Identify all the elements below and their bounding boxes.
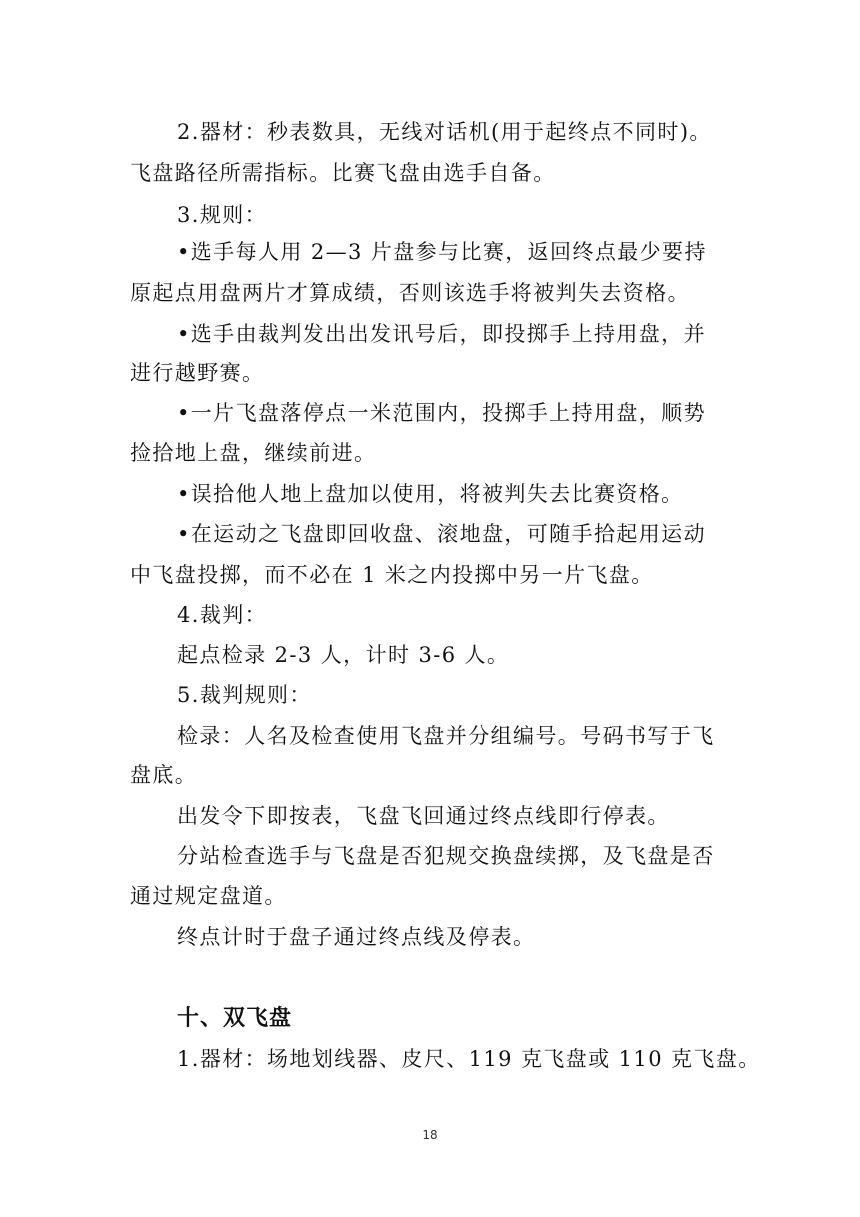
rule-4-line-1: •误拾他人地上盘加以使用，将被判失去比赛资格。 [177,482,684,506]
rule-3-line-1: •一片飞盘落停点一米范围内，投掷手上持用盘，顺势 [177,401,706,425]
rule-2-line-2: 进行越野赛。 [130,361,265,385]
referee-rules-subheading: 5.裁判规则： [177,683,312,707]
rule-1-line-1: •选手每人用 2—3 片盘参与比赛，返回终点最少要持 [177,240,707,264]
checkin-line-2: 盘底。 [130,763,198,787]
rule-2-line-1: •选手由裁判发出出发讯号后，即投掷手上持用盘，并 [177,322,706,346]
rules-subheading: 3.规则： [177,203,268,227]
station-check-line-1: 分站检查选手与飞盘是否犯规交换盘续掷，及飞盘是否 [177,844,715,868]
station-check-line-2: 通过规定盘道。 [130,884,287,908]
finish-timing-line: 终点计时于盘子通过终点线及停表。 [177,925,536,949]
paragraph-equipment-line-1: 2.器材：秒表数具，无线对话机(用于起终点不同时)。 [177,120,712,144]
page-number: 18 [422,1128,438,1142]
paragraph-equipment-line-2: 飞盘路径所需指标。比赛飞盘由选手自备。 [130,161,556,185]
section-equipment-line: 1.器材：场地划线器、皮尺、119 克飞盘或 110 克飞盘。 [177,1047,761,1071]
section-heading: 十、双飞盘 [177,1006,293,1031]
checkin-line-1: 检录：人名及检查使用飞盘并分组编号。号码书写于飞 [177,724,715,748]
rule-5-line-2: 中飞盘投掷，而不必在 1 米之内投掷中另一片飞盘。 [130,563,654,587]
rule-1-line-2: 原起点用盘两片才算成绩，否则该选手将被判失去资格。 [130,281,690,305]
rule-3-line-2: 捡拾地上盘，继续前进。 [130,441,377,465]
referee-staffing-line: 起点检录 2-3 人，计时 3-6 人。 [177,643,510,667]
start-timing-line: 出发令下即按表，飞盘飞回通过终点线即行停表。 [177,804,670,828]
referee-subheading: 4.裁判： [177,603,268,627]
rule-5-line-1: •在运动之飞盘即回收盘、滚地盘，可随手拾起用运动 [177,522,706,546]
